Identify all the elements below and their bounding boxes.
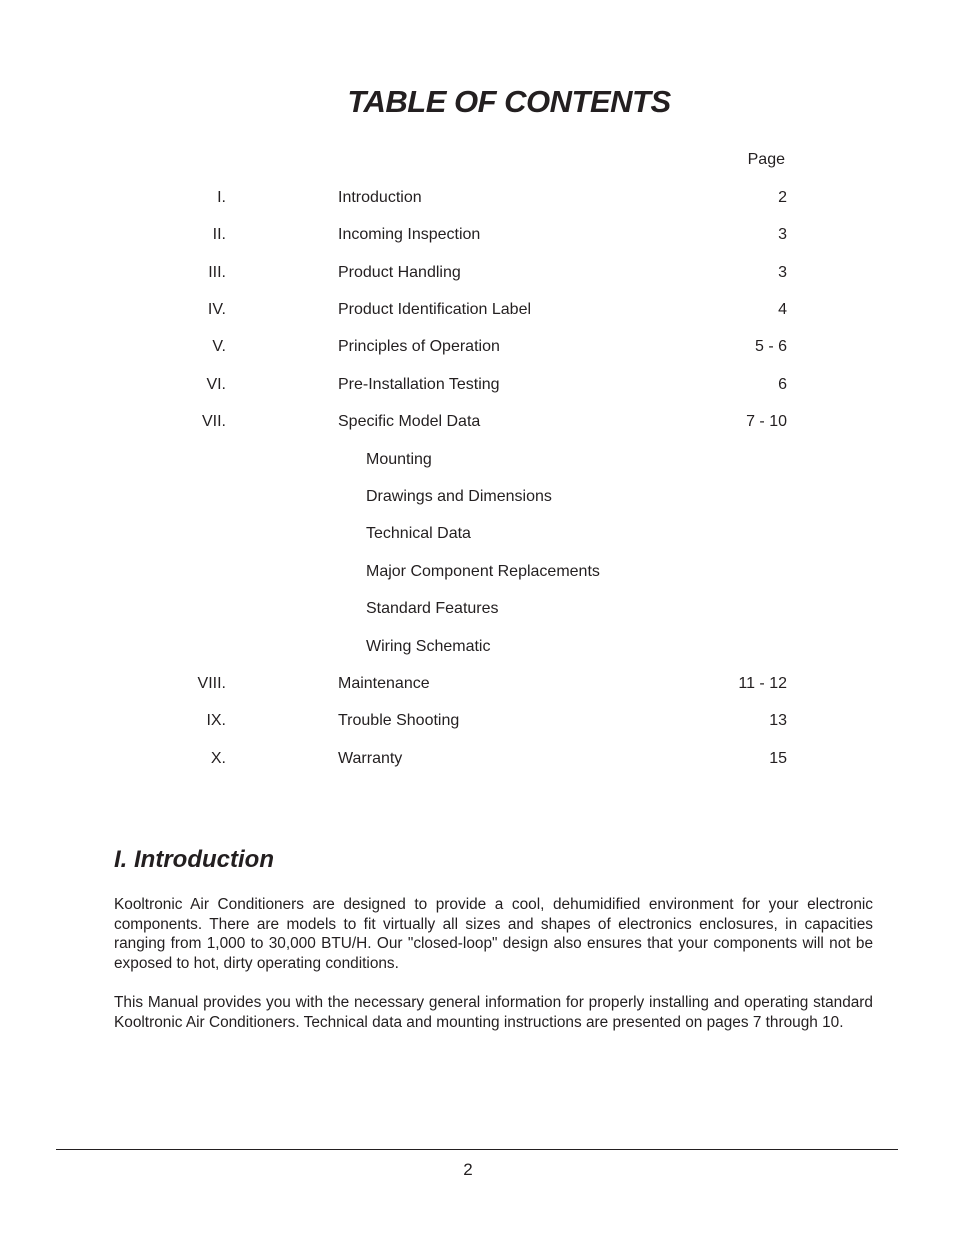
toc-number: X. (210, 750, 226, 767)
body-paragraph: This Manual provides you with the necessary general information for properly installing and operating standard Kooltronic Air Conditioners. Technical data and mounting instructions are presented on pages 7 through 10. (114, 994, 873, 1031)
toc-row (0, 750, 954, 772)
toc-title: Product Identification Label (338, 301, 532, 318)
toc-number: VII. (201, 413, 226, 430)
toc-number: IX. (206, 712, 226, 729)
toc-number: III. (208, 264, 226, 281)
toc-row (0, 376, 954, 398)
toc-title: Product Handling (338, 264, 461, 281)
page-column-header: Page (747, 151, 785, 168)
toc-row (0, 712, 954, 734)
toc-title: Incoming Inspection (338, 226, 481, 243)
toc-page: 15 (769, 750, 787, 767)
toc-subtitle: Drawings and Dimensions (366, 488, 552, 505)
toc-number: VI. (206, 376, 226, 393)
toc-subrow (0, 451, 954, 473)
toc-number: V. (212, 338, 226, 355)
toc-page: 4 (778, 301, 787, 318)
toc-row (0, 189, 954, 211)
toc-subrow (0, 488, 954, 510)
toc-number: II. (212, 226, 226, 243)
toc-subrow (0, 563, 954, 585)
toc-title: Trouble Shooting (338, 712, 460, 729)
toc-title: Pre-Installation Testing (338, 376, 500, 393)
toc-row (0, 675, 954, 697)
toc-page: 13 (769, 712, 787, 729)
toc-number: IV. (207, 301, 226, 318)
toc-number: I. (217, 189, 226, 206)
section-heading: I. Introduction (114, 846, 274, 873)
toc-subrow (0, 638, 954, 660)
toc-subtitle: Standard Features (366, 600, 499, 617)
toc-page: 7 - 10 (746, 413, 787, 430)
toc-row (0, 338, 954, 360)
toc-title: Warranty (338, 750, 403, 767)
toc-subtitle: Technical Data (366, 525, 471, 542)
toc-row (0, 264, 954, 286)
toc-number: VIII. (197, 675, 226, 692)
toc-row (0, 226, 954, 248)
toc-title: Principles of Operation (338, 338, 500, 355)
toc-title: Maintenance (338, 675, 430, 692)
toc-row (0, 413, 954, 435)
footer-divider (56, 1149, 898, 1150)
toc-subrow (0, 525, 954, 547)
toc-page: 5 - 6 (754, 338, 787, 355)
toc-subtitle: Wiring Schematic (366, 638, 491, 655)
toc-title: Introduction (338, 189, 422, 206)
toc-page: 11 - 12 (738, 675, 787, 692)
toc-page: 3 (778, 264, 787, 281)
toc-page: 2 (778, 189, 787, 206)
body-paragraph: Kooltronic Air Conditioners are designed to provide a cool, dehumidified environment for your electronic components. There are models to fit virtually all sizes and shapes of electronics enclosures, in capacities ranging from 1,000 to 30,000 BTU/H. Our "closed-loop" design also ensures that your components will not be exposed to hot, dirty operating conditions. (114, 896, 873, 972)
toc-subtitle: Mounting (366, 451, 432, 468)
toc-row (0, 301, 954, 323)
page-title: TABLE OF CONTENTS (347, 84, 671, 119)
toc-title: Specific Model Data (338, 413, 481, 430)
toc-subrow (0, 600, 954, 622)
toc-subtitle: Major Component Replacements (366, 563, 600, 580)
toc-page: 6 (778, 376, 787, 393)
page-number: 2 (463, 1160, 473, 1179)
toc-page: 3 (778, 226, 787, 243)
